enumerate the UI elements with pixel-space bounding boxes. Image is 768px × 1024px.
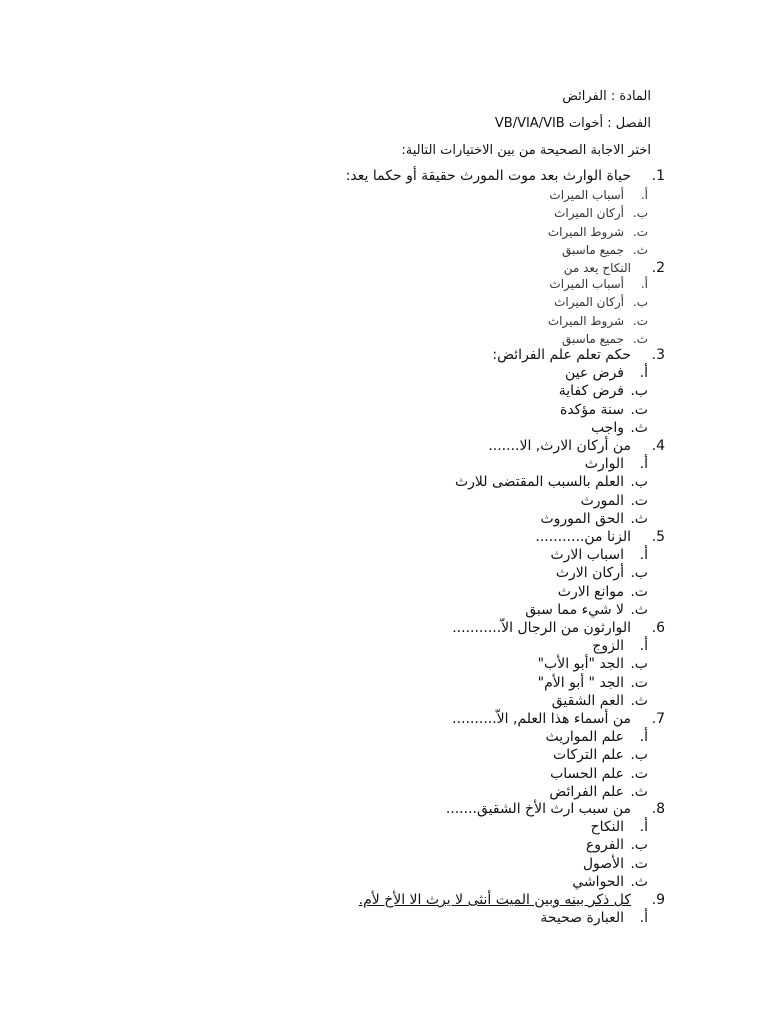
option: ث. الحواشي xyxy=(572,873,648,890)
option: ب. أركان الارث xyxy=(555,565,648,582)
question-text: الزنا من........... xyxy=(535,529,631,545)
option: ث. العم الشقيق xyxy=(551,692,648,709)
question-number: 8. xyxy=(651,801,665,817)
question-9 xyxy=(359,890,665,910)
option: ث. واجب xyxy=(590,419,648,436)
option: ب. فرض كفاية xyxy=(558,383,648,400)
question-text: حياة الوارث بعد موت المورث حقيقة أو حكما يعد: xyxy=(345,168,631,184)
class-line: الفصل : أخوات VB/VIA/VIB xyxy=(494,116,651,131)
option: أ. الزوج xyxy=(592,638,648,654)
option: ت. الأصول xyxy=(582,855,648,872)
option: ث. علم الفرائض xyxy=(549,783,648,800)
question-2-options xyxy=(548,275,648,348)
option: أ. اسباب الارث xyxy=(550,547,648,563)
question-1-options xyxy=(548,186,648,259)
question-text: من سبب ارث الأخ الشقيق....... xyxy=(445,801,631,817)
option: أ. أسباب الميراث xyxy=(549,188,648,202)
question-number: 2. xyxy=(651,260,665,276)
option: أ. أسباب الميراث xyxy=(549,277,648,291)
question-6-options xyxy=(538,637,648,710)
question-5-options xyxy=(525,546,648,619)
question-text: من أسماء هذا العلم, الاّ.......... xyxy=(452,711,631,727)
option: ث. جميع ماسبق xyxy=(562,242,648,257)
option: أ. الوارث xyxy=(584,456,648,472)
option: أ. النكاح xyxy=(590,819,648,835)
question-8 xyxy=(446,799,665,819)
question-text: الوارثون من الرجال الاّ........... xyxy=(452,620,631,636)
option: ب. الجد "أبو الأب" xyxy=(537,656,648,673)
option: ت. علم الحساب xyxy=(550,765,648,782)
question-text: كل ذكر بينه وبين الميت أنثى لا يرث الا الأخ لأم. xyxy=(358,892,631,908)
question-number: 9. xyxy=(651,892,665,908)
question-7 xyxy=(452,709,665,729)
question-9-options xyxy=(540,909,648,927)
option: ب. علم التركات xyxy=(553,747,648,764)
option: ب. أركان الميراث xyxy=(554,295,648,310)
question-3-options xyxy=(559,364,648,437)
question-number: 4. xyxy=(651,438,665,454)
option: ت. شروط الميراث xyxy=(547,224,648,239)
option: ب. الفروع xyxy=(585,837,648,854)
subject-line: المادة : الفرائض xyxy=(562,89,651,104)
question-1 xyxy=(346,166,665,186)
question-8-options xyxy=(572,818,648,891)
question-3 xyxy=(492,345,665,365)
option: ب. العلم بالسبب المقتضى للارث xyxy=(454,474,648,491)
option: ب. أركان الميراث xyxy=(554,206,648,221)
option: أ. علم المواريث xyxy=(545,729,648,745)
question-7-options xyxy=(545,728,648,801)
option: ث. لا شيء مما سبق xyxy=(525,601,648,618)
question-6 xyxy=(452,618,665,638)
option: ت. شروط الميراث xyxy=(547,313,648,328)
question-text: النكاح يعد من xyxy=(563,261,631,275)
question-number: 6. xyxy=(651,620,665,636)
question-4-options xyxy=(455,455,648,528)
option: ت. الجد " أبو الأم" xyxy=(537,674,648,691)
question-number: 5. xyxy=(651,529,665,545)
option: أ. العبارة صحيحة xyxy=(540,910,648,926)
question-5 xyxy=(535,527,665,547)
question-number: 1. xyxy=(651,168,665,184)
option: ت. موانع الارث xyxy=(557,583,648,600)
option: ت. سنة مؤكدة xyxy=(560,401,648,418)
instruction-line: اختر الاجابة الصحيحة من بين الاختيارات التالية: xyxy=(401,143,651,158)
question-number: 3. xyxy=(651,347,665,363)
option: ث. الحق الموروث xyxy=(540,510,648,527)
question-number: 7. xyxy=(651,711,665,727)
question-text: من أركان الارث, الا....... xyxy=(488,438,631,454)
option: ت. المورث xyxy=(580,492,648,509)
option: أ. فرض عين xyxy=(564,365,648,381)
question-4 xyxy=(488,436,665,456)
question-text: حكم تعلم علم الفرائض: xyxy=(492,347,631,363)
option: ث. جميع ماسبق xyxy=(562,331,648,346)
